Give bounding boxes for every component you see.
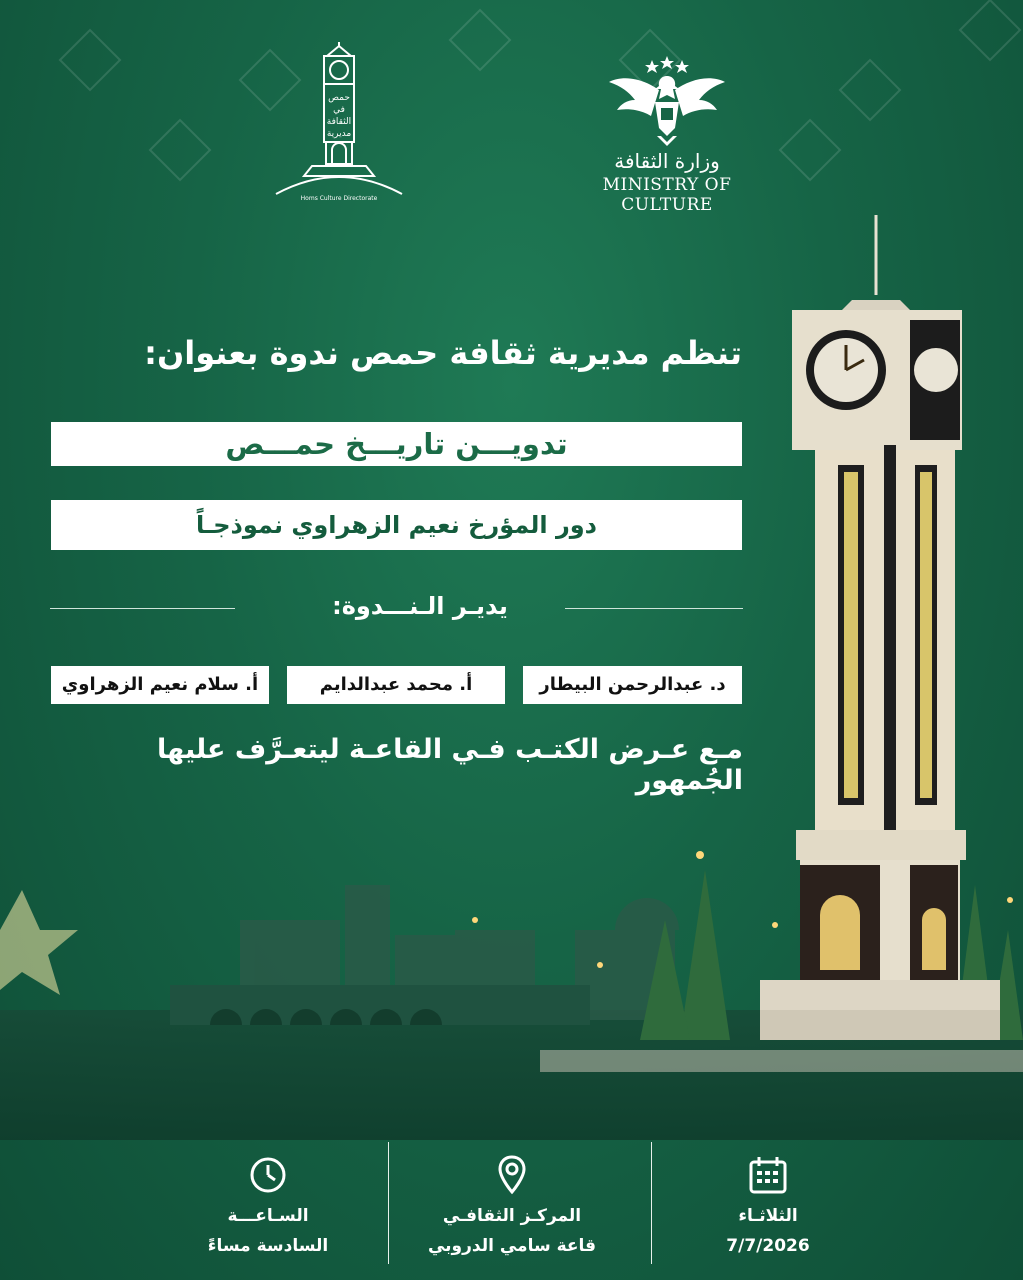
moderator-section xyxy=(50,592,743,624)
location-pin-icon xyxy=(497,1154,527,1196)
background-pattern xyxy=(0,0,1023,200)
ministry-name-arabic: وزارة الثقافة xyxy=(614,149,720,173)
books-exhibit-note: مـع عـرض الكتـب فـي القاعـة ليتعـرَّف عليها الجُمهور xyxy=(157,734,743,796)
speaker-name: أ. سلام نعيم الزهراوي xyxy=(51,666,269,704)
svg-text:في: في xyxy=(333,105,345,115)
divider-line xyxy=(565,608,743,609)
event-headline: تنظم مديرية ثقافة حمص ندوة بعنوان: xyxy=(144,334,742,372)
eagle-emblem-icon xyxy=(607,52,727,147)
symposium-subtitle: دور المؤرخ نعيم الزهراوي نموذجـاً xyxy=(196,511,597,539)
speaker-name: أ. محمد عبدالدايم xyxy=(287,666,505,704)
divider-line xyxy=(50,608,235,609)
symposium-subtitle-box xyxy=(51,500,742,550)
event-date xyxy=(668,1154,868,1256)
svg-text:Homs Culture Directorate: Homs Culture Directorate xyxy=(300,195,378,202)
calendar-icon xyxy=(748,1155,788,1195)
location-name: المركـز الثقافـي xyxy=(442,1206,582,1226)
event-details-footer xyxy=(0,1140,1023,1280)
symposium-title: تدويـــن تاريـــخ حمـــص xyxy=(225,427,568,461)
moderator-heading: يديـر الـنـــدوة: xyxy=(332,592,508,620)
event-time xyxy=(168,1154,368,1256)
time-value: السادسة مساءً xyxy=(207,1236,329,1256)
speaker-name: د. عبدالرحمن البيطار xyxy=(523,666,742,704)
event-date-value: 7/7/2026 xyxy=(726,1236,810,1256)
location-hall: قاعة سامي الدروبي xyxy=(427,1236,597,1256)
clock-tower-image xyxy=(760,210,1000,1080)
svg-text:مديرية: مديرية xyxy=(326,129,352,139)
footer-divider xyxy=(388,1142,389,1264)
footer-divider xyxy=(651,1142,652,1264)
symposium-title-box xyxy=(51,422,742,466)
ministry-of-culture-logo xyxy=(556,52,778,215)
clock-icon xyxy=(248,1155,288,1195)
homs-culture-directorate-logo xyxy=(272,42,407,202)
ministry-name-english: MINISTRY OF CULTURE xyxy=(602,175,732,215)
svg-text:حمص: حمص xyxy=(328,93,350,103)
event-location xyxy=(412,1154,612,1256)
svg-text:الثقافة: الثقافة xyxy=(326,117,352,127)
event-day: الثلاثـاء xyxy=(738,1206,798,1226)
time-label: السـاعـــة xyxy=(227,1206,309,1226)
